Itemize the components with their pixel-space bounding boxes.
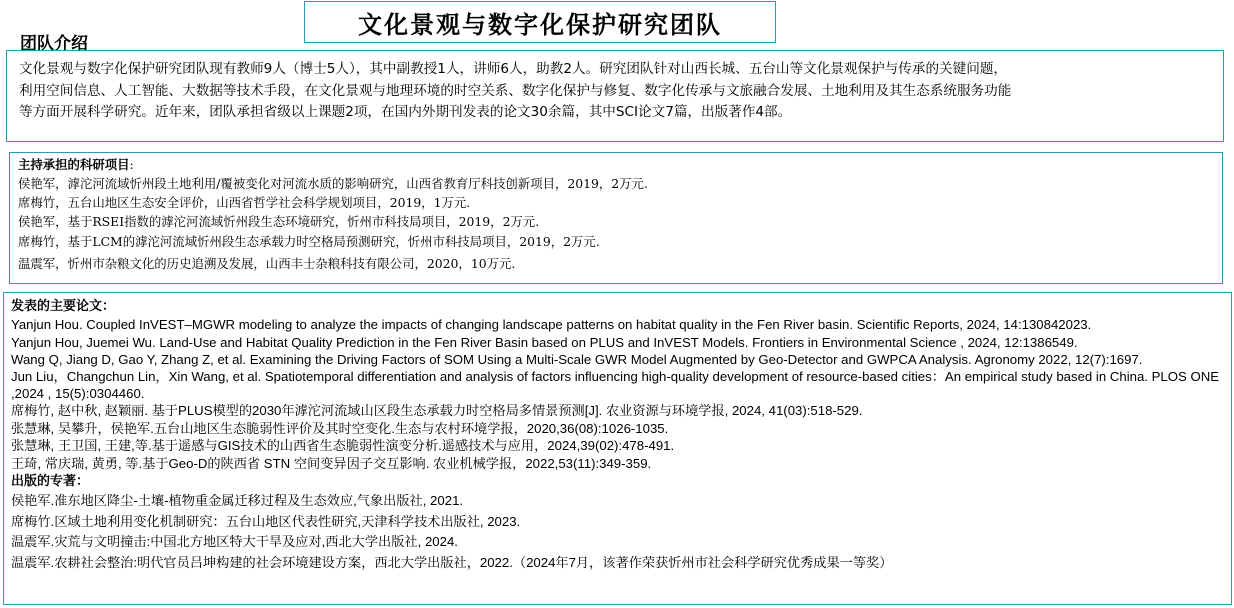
project-item: 温震军，忻州市杂粮文化的历史追溯及发展，山西丰士杂粮科技有限公司，2020，10万元. <box>18 255 516 271</box>
project-item: 席梅竹，基于LCM的滹沱河流域忻州段生态承载力时空格局预测研究，忻州市科技局项目，2019，2万元. <box>18 233 600 249</box>
project-item: 侯艳军，滹沱河流域忻州段土地利用/覆被变化对河流水质的影响研究，山西省教育厅科技创新项目，2019，2万元. <box>18 176 648 191</box>
papers-section <box>3 292 1232 605</box>
paper-item: 张慧琳, 王卫国, 王建,等.基于遥感与GIS技术的山西省生态脆弱性演变分析.遥感技术与应用，2024,39(02):478-491. <box>11 438 675 453</box>
book-item: 温震军.农耕社会整治:明代官员吕坤构建的社会环境建设方案，西北大学出版社，2022.（2024年7月，该著作荣获忻州市社会科学研究优秀成果一等奖） <box>11 554 893 570</box>
paper-item: Yanjun Hou, Juemei Wu. Land-Use and Habitat Quality Prediction in the Fen River Basin based on PLUS and InVEST Models. Frontiers in Environmental Science , 2024, 12:1386549. <box>11 334 1078 350</box>
papers-heading: 发表的主要论文： <box>11 299 116 314</box>
paper-item: 席梅竹, 赵中秋, 赵颖丽. 基于PLUS模型的2030年滹沱河流域山区段生态承载力时空格局多情景预测[J]. 农业资源与环境学报, 2024, 41(03):518-529. <box>11 403 863 418</box>
projects-heading-text: 主持承担的科研项目 <box>18 157 130 172</box>
intro-line: 利用空间信息、人工智能、大数据等技术手段，在文化景观与地理环境的时空关系、数字化保护与修复、数字化传承与文旅融合发展、土地利用及其生态系统服务功能 <box>19 82 1012 99</box>
paper-item: 王琦, 常庆瑞, 黄勇, 等.基于Geo-D的陕西省 STN 空间变异因子交互影响. 农业机械学报，2022,53(11):349-359. <box>11 455 652 471</box>
paper-item: Jun Liu，Changchun Lin，Xin Wang, et al. Spatiotemporal differentiation and analysis of factors influencing high-quality development of resource-based cities：An empirical study based in China. PLOS ONE ,2024 , 15(5):0304460. <box>11 369 1220 401</box>
paper-item: 张慧琳, 吴攀升，侯艳军.五台山地区生态脆弱性评价及其时空变化.生态与农村环境学报，2020,36(08):1026-1035. <box>11 420 669 436</box>
book-item: 温震军.灾荒与文明撞击:中国北方地区特大干旱及应对,西北大学出版社, 2024. <box>11 534 458 549</box>
paper-item: Wang Q, Jiang D, Gao Y, Zhang Z, et al. Examining the Driving Factors of SOM Using a Multi-Scale GWR Model Augmented by Geo-Detector and GWPCA Analysis. Agronomy 2022, 12(7):1697. <box>11 352 1143 367</box>
projects-heading-colon: : <box>129 157 134 172</box>
page-title: 文化景观与数字化保护研究团队 <box>304 1 776 43</box>
intro-line: 等方面开展科学研究。近年来，团队承担省级以上课题2项，在国内外期刊发表的论文30余篇，其中SCI论文7篇，出版著作4部。 <box>19 104 792 120</box>
book-item: 席梅竹.区域土地利用变化机制研究：五台山地区代表性研究,天津科学技术出版社, 2023. <box>11 513 521 529</box>
project-item: 席梅竹，五台山地区生态安全评价，山西省哲学社会科学规划项目，2019，1万元. <box>18 195 471 211</box>
projects-heading <box>18 156 1214 174</box>
intro-section <box>6 50 1224 142</box>
intro-line: 文化景观与数字化保护研究团队现有教师9人（博士5人），其中副教授1人，讲师6人，助教2人。研究团队针对山西长城、五台山等文化景观保护与传承的关键问题， <box>19 61 1008 77</box>
book-item: 侯艳军.准东地区降尘-土壤-植物重金属迁移过程及生态效应,气象出版社, 2021. <box>11 493 464 508</box>
intro-heading: 团队介绍 <box>20 34 88 54</box>
projects-section <box>9 152 1223 284</box>
project-item: 侯艳军，基于RSEI指数的滹沱河流域忻州段生态环境研究，忻州市科技局项目，2019，2万元. <box>18 214 540 230</box>
paper-item: Yanjun Hou. Coupled InVEST–MGWR modeling to analyze the impacts of changing landscape patterns on habitat quality in the Fen River basin. Scientific Reports, 2024, 14:130842023. <box>11 317 1092 332</box>
books-heading: 出版的专著： <box>11 474 90 489</box>
